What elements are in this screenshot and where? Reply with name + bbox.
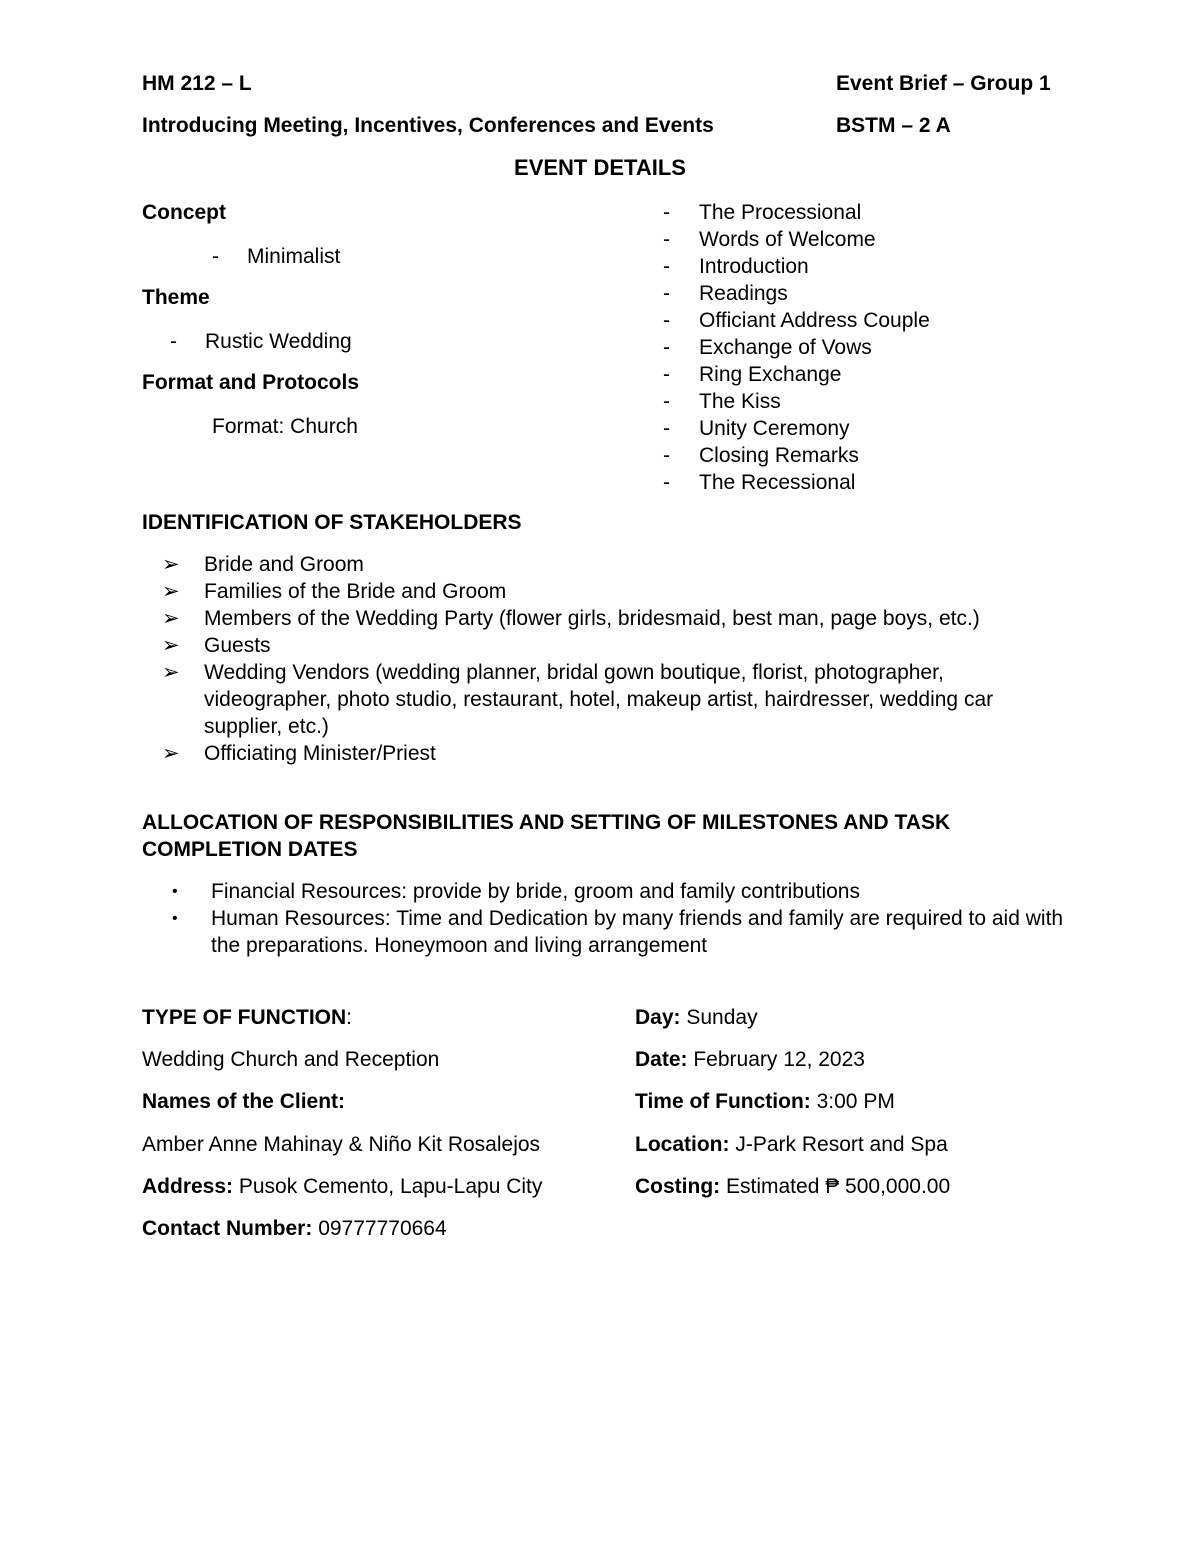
dash-marker: - — [663, 444, 670, 467]
costing-value: Estimated ₱ 500,000.00 — [726, 1175, 951, 1198]
type-of-function-value: Wedding Church and Reception — [142, 1048, 440, 1071]
dash-marker: - — [663, 390, 670, 413]
location-value: J-Park Resort and Spa — [735, 1133, 948, 1156]
list-item — [162, 740, 1062, 767]
arrow-bullet-icon: ➢ — [162, 661, 180, 684]
concept-dash: - — [212, 245, 219, 268]
contact-row — [142, 1215, 447, 1242]
stakeholder-text: Guests — [204, 634, 271, 657]
course-title: Introducing Meeting, Incentives, Conferences and Events — [142, 114, 714, 137]
bullet-icon: • — [172, 910, 178, 927]
address-label: Address: — [142, 1175, 234, 1198]
stakeholders-heading: IDENTIFICATION OF STAKEHOLDERS — [142, 511, 522, 534]
dash-marker: - — [663, 336, 670, 359]
stakeholder-text: Bride and Groom — [204, 553, 364, 576]
program-item: Closing Remarks — [699, 444, 859, 467]
allocation-list — [170, 878, 1070, 959]
list-item — [170, 878, 1070, 905]
type-of-function-row — [142, 1004, 352, 1031]
stakeholder-text: Wedding Vendors (wedding planner, bridal gown boutique, florist, photographer, videographer, photo studio, restaurant, hotel, makeup artist, hairdresser, wedding car supplier, etc.) — [204, 661, 994, 738]
time-value: 3:00 PM — [816, 1090, 895, 1113]
stakeholder-text: Officiating Minister/Priest — [204, 742, 436, 765]
program-item: The Kiss — [699, 390, 781, 413]
day-label: Day: — [635, 1006, 681, 1029]
theme-label: Theme — [142, 286, 210, 309]
arrow-bullet-icon: ➢ — [162, 607, 180, 630]
theme-dash: - — [170, 330, 177, 353]
theme-value: Rustic Wedding — [205, 330, 352, 353]
program-item: Introduction — [699, 255, 809, 278]
bullet-icon: • — [172, 883, 178, 900]
format-label: Format and Protocols — [142, 371, 360, 394]
dash-marker: - — [663, 309, 670, 332]
dash-marker: - — [663, 228, 670, 251]
program-item: Officiant Address Couple — [699, 309, 930, 332]
list-item — [162, 659, 1062, 740]
location-label: Location: — [635, 1133, 730, 1156]
course-code: HM 212 – L — [142, 72, 252, 95]
program-item: Readings — [699, 282, 788, 305]
date-value: February 12, 2023 — [693, 1048, 865, 1071]
program-item: Unity Ceremony — [699, 417, 850, 440]
time-label: Time of Function: — [635, 1090, 811, 1113]
arrow-bullet-icon: ➢ — [162, 742, 180, 765]
dash-marker: - — [663, 255, 670, 278]
list-item — [162, 551, 1062, 578]
costing-label: Costing: — [635, 1175, 721, 1198]
format-value: Format: Church — [212, 415, 358, 438]
arrow-bullet-icon: ➢ — [162, 634, 180, 657]
stakeholder-text: Members of the Wedding Party (flower girls, bridesmaid, best man, page boys, etc.) — [204, 607, 980, 630]
list-item — [162, 632, 1062, 659]
contact-label: Contact Number: — [142, 1217, 313, 1240]
time-row — [635, 1088, 895, 1115]
event-details-heading: EVENT DETAILS — [514, 155, 686, 180]
costing-row — [635, 1173, 950, 1200]
brief-label: Event Brief – Group 1 — [836, 72, 1051, 95]
stakeholders-list — [162, 551, 1062, 767]
dash-marker: - — [663, 471, 670, 494]
list-item — [162, 605, 1062, 632]
concept-value: Minimalist — [247, 245, 341, 268]
arrow-bullet-icon: ➢ — [162, 553, 180, 576]
program-item: The Processional — [699, 201, 862, 224]
dash-marker: - — [663, 417, 670, 440]
allocation-heading-line2: COMPLETION DATES — [142, 838, 358, 861]
date-label: Date: — [635, 1048, 688, 1071]
section-label: BSTM – 2 A — [836, 114, 951, 137]
dash-marker: - — [663, 282, 670, 305]
list-item — [162, 578, 1062, 605]
address-value: Pusok Cemento, Lapu-Lapu City — [238, 1175, 543, 1198]
day-row — [635, 1004, 758, 1031]
allocation-heading-line1: ALLOCATION OF RESPONSIBILITIES AND SETTING OF MILESTONES AND TASK — [142, 811, 951, 834]
client-names-value: Amber Anne Mahinay & Niño Kit Rosalejos — [142, 1133, 541, 1156]
date-row — [635, 1046, 865, 1073]
client-names-label: Names of the Client: — [142, 1090, 346, 1113]
program-item: Words of Welcome — [699, 228, 876, 251]
dash-marker: - — [663, 363, 670, 386]
location-row — [635, 1131, 948, 1158]
program-item: Exchange of Vows — [699, 336, 872, 359]
allocation-text: Human Resources: Time and Dedication by many friends and family are required to aid with the preparations. Honeymoon and living arrangement — [211, 907, 1064, 957]
stakeholder-text: Families of the Bride and Groom — [204, 580, 507, 603]
concept-label: Concept — [142, 201, 226, 224]
program-item: The Recessional — [699, 471, 856, 494]
list-item — [170, 905, 1070, 959]
type-of-function-label: TYPE OF FUNCTION — [142, 1006, 347, 1029]
contact-value: 09777770664 — [318, 1217, 447, 1240]
type-of-function-colon: : — [346, 1006, 353, 1029]
day-value: Sunday — [686, 1006, 758, 1029]
arrow-bullet-icon: ➢ — [162, 580, 180, 603]
program-item: Ring Exchange — [699, 363, 842, 386]
dash-marker: - — [663, 201, 670, 224]
address-row — [142, 1173, 542, 1200]
allocation-text: Financial Resources: provide by bride, groom and family contributions — [211, 880, 860, 903]
